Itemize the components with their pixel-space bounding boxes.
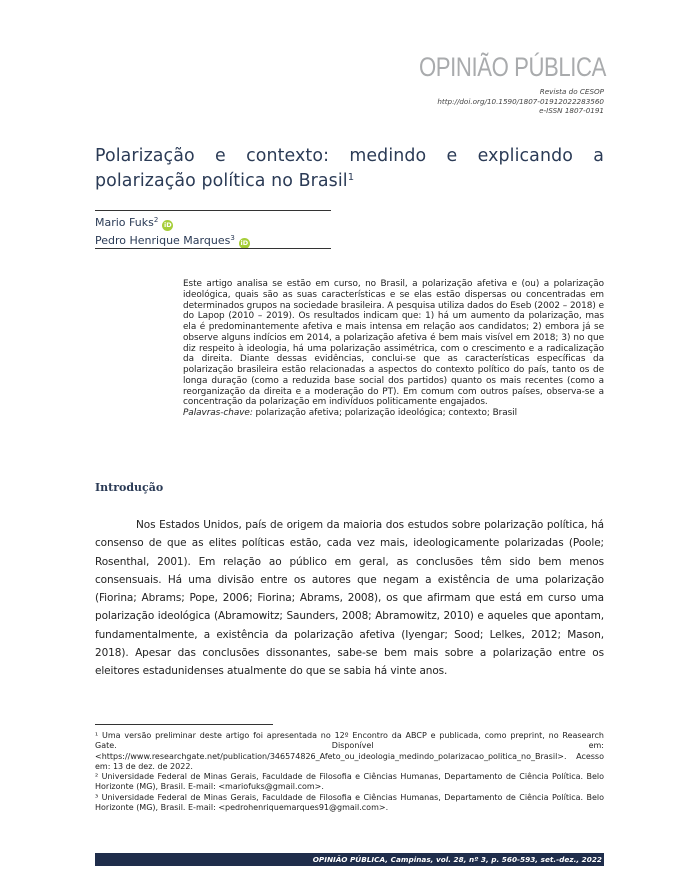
author-top-rule — [95, 210, 331, 211]
article-title — [95, 145, 604, 192]
footnote-1: ¹ Uma versão preliminar deste artigo foi apresentada no 12º Encontro da ABCP e publicada, como preprint, no Reasearch Gate. Disponível em: <https://www.researchgate.net/publication/346574826_Afeto_ou_ideologia_medindo_polarizacao_politica_no_Brasil>. Acesso em: 13 de dez. de 2022. — [95, 731, 604, 771]
orcid-icon[interactable]: iD — [164, 221, 172, 229]
author-bottom-rule — [95, 248, 331, 249]
section-heading-introducao: Introdução — [95, 481, 164, 494]
keywords: polarização afetiva; polarização ideológica; contexto; Brasil — [255, 408, 518, 418]
journal-meta — [437, 87, 604, 116]
abstract-text: Este artigo analisa se estão em curso, no Brasil, a polarização afetiva e (ou) a polarização ideológica, quais são as suas características e se elas estão dispersas ou concentradas em determinados grupos na sociedade brasileira. A pesquisa utiliza dados do Eseb (2002 – 2018) e do Lapop (2010 – 2019). Os resultados indicam que: 1) há um aumento da polarização, mas ela é predominantemente afetiva e mais intensa em relação aos candidatos; 2) embora já se observe alguns indícios em 2014, a polarização afetiva é bem mais visível em 2018; 3) no que diz respeito à ideologia, há uma polarização assimétrica, com o crescimento e a radicalização da direita. Diante dessas evidências, conclui-se que as características específicas da polarização brasileira estão relacionadas a aspectos do contexto político do país, tanto os de longa duração (como a reduzida base social dos partidos) quanto os mais recentes (como a reorganização da direita e a moderação do PT). Em comum com outros países, observa-se a concentração da polarização em indivíduos politicamente engajados. — [183, 279, 604, 408]
doi-link[interactable]: http://doi.org/10.1590/1807-01912022283560 — [437, 96, 604, 106]
author-name[interactable]: Pedro Henrique Marques — [95, 234, 231, 247]
footnote-2: ² Universidade Federal de Minas Gerais, Faculdade de Filosofia e Ciências Humanas, Departamento de Ciência Política. Belo Horizonte (MG), Brasil. E-mail: <mariofuks@gmail.com>. — [95, 772, 604, 792]
eissn: e-ISSN 1807-0191 — [539, 106, 604, 116]
footer-citation-bar: OPINIÃO PÚBLICA, Campinas, vol. 28, nº 3, p. 560-593, set.-dez., 2022 — [95, 853, 604, 866]
footnote-3: ³ Universidade Federal de Minas Gerais, Faculdade de Filosofia e Ciências Humanas, Departamento de Ciência Política. Belo Horizonte (MG), Brasil. E-mail: <pedrohenriquemarques91@gmail.com>. — [95, 792, 604, 813]
keywords-label: Palavras-chave: — [183, 408, 253, 418]
title-footnote-marker[interactable]: 1 — [347, 172, 355, 183]
footnotes — [95, 731, 604, 813]
author-1 — [95, 213, 173, 231]
author-2 — [95, 231, 250, 249]
publisher-name: Revista do CESOP — [539, 87, 604, 96]
abstract — [183, 279, 604, 419]
journal-logo: OPINIÃO PÚBLICA — [418, 52, 606, 82]
author-name[interactable]: Mario Fuks — [95, 216, 154, 229]
intro-paragraph: Nos Estados Unidos, país de origem da maioria dos estudos sobre polarização política, há consenso de que as elites políticas estão, cada vez mais, ideologicamente polarizadas (Poole; Rosenthal, 2001). Em relação ao público em geral, as conclusões têm sido bem menos consensuais. Há uma divisão entre os autores que negam a existência de uma polarização (Fiorina; Abrams; Pope, 2006; Fiorina; Abrams, 2008), os que afirmam que está em curso uma polarização ideológica (Abramowitz; Saunders, 2008; Abramowitz, 2010) e aqueles que apontam, fundamentalmente, a existência da polarização afetiva (Iyengar; Sood; Lelkes, 2012; Mason, 2018). Apesar das conclusões dissonantes, sabe-se bem mais sobre a polarização entre os eleitores estadunidenses atualmente do que se sabia há vinte anos. — [95, 519, 604, 678]
orcid-icon[interactable]: iD — [240, 239, 249, 247]
footnote-rule — [95, 724, 273, 725]
article-title-text: Polarização e contexto: medindo e explicando a polarização política no Brasil — [95, 146, 604, 191]
author-footnote-marker[interactable]: 3 — [230, 234, 235, 242]
author-footnote-marker[interactable]: 2 — [153, 216, 159, 224]
